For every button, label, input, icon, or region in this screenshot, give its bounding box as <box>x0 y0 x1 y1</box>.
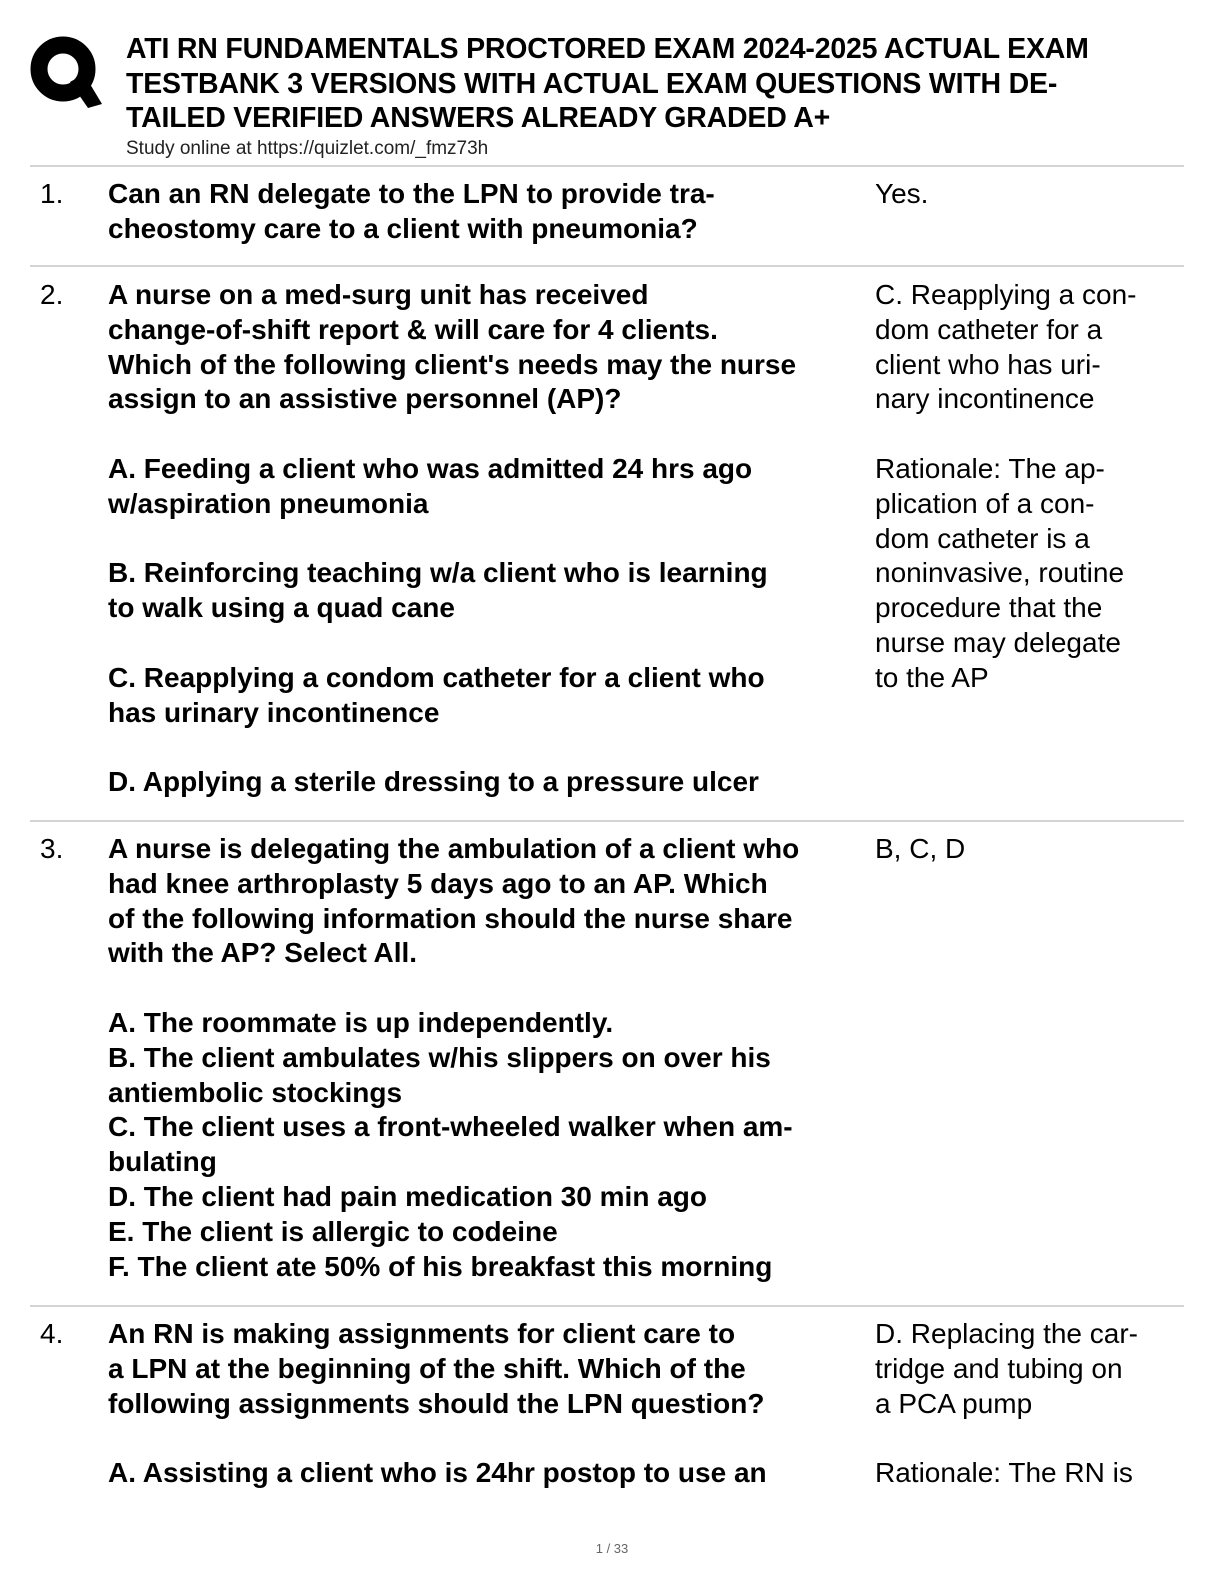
answer-text <box>875 1317 1175 1491</box>
answer-line: nary incontinence <box>875 383 1095 415</box>
answer-line: tridge and tubing on <box>875 1352 1123 1384</box>
question-line: following assignments should the LPN question? <box>108 1387 765 1419</box>
rationale-line: dom catheter is a <box>875 522 1090 554</box>
question-text <box>108 177 868 247</box>
document-header <box>126 32 1211 160</box>
question-line: A nurse on a med-surg unit has received <box>108 279 649 310</box>
rationale-line: to the AP <box>875 661 989 693</box>
question-line: assign to an assistive personnel (AP)? <box>108 383 622 415</box>
answer-line: Yes. <box>875 178 929 209</box>
title-line: ATI RN FUNDAMENTALS PROCTORED EXAM 2024-2025 ACTUAL EXAM <box>126 33 1089 65</box>
divider <box>30 165 1184 167</box>
rationale-line: plication of a con- <box>875 487 1095 519</box>
rationale-line: nurse may delegate <box>875 626 1121 658</box>
option-line: F. The client ate 50% of his breakfast this morning <box>108 1250 773 1282</box>
question-line: had knee arthroplasty 5 days ago to an AP. Which <box>108 867 768 899</box>
answer-line: a PCA pump <box>875 1387 1033 1419</box>
question-text <box>108 1317 868 1491</box>
option-line: D. Applying a sterile dressing to a pressure ulcer <box>108 766 759 798</box>
option-line: C. The client uses a front-wheeled walker when am- <box>108 1111 793 1143</box>
question-line: An RN is making assignments for client care to <box>108 1318 736 1349</box>
question-line: Which of the following client's needs may the nurse <box>108 348 797 380</box>
answer-text <box>875 177 1175 212</box>
option-line: E. The client is allergic to codeine <box>108 1215 558 1247</box>
rationale-line: noninvasive, routine <box>875 557 1125 589</box>
answer-text <box>875 278 1175 696</box>
answer-line: D. Replacing the car- <box>875 1318 1139 1349</box>
question-number: 2. <box>40 279 64 310</box>
answer-text <box>875 832 1175 867</box>
answer-line: dom catheter for a <box>875 313 1103 345</box>
rationale-line: Rationale: The ap- <box>875 452 1105 484</box>
divider <box>30 265 1184 267</box>
question-line: of the following information should the nurse share <box>108 902 793 934</box>
option-line: B. Reinforcing teaching w/a client who is learning <box>108 557 768 589</box>
option-line: has urinary incontinence <box>108 696 440 728</box>
rationale-line: Rationale: The RN is <box>875 1457 1133 1489</box>
quizlet-logo-icon <box>28 34 102 108</box>
rationale-line: procedure that the <box>875 592 1103 624</box>
title-line: TAILED VERIFIED ANSWERS ALREADY GRADED A+ <box>126 102 831 134</box>
divider <box>30 820 1184 822</box>
question-number: 4. <box>40 1318 64 1349</box>
question-text <box>108 832 868 1284</box>
option-line: C. Reapplying a condom catheter for a client who <box>108 661 765 693</box>
question-number: 3. <box>40 833 64 864</box>
question-line: a LPN at the beginning of the shift. Which of the <box>108 1352 746 1384</box>
option-line: A. The roommate is up independently. <box>108 1006 614 1038</box>
option-line: D. The client had pain medication 30 min ago <box>108 1180 707 1212</box>
question-line: with the AP? Select All. <box>108 937 418 969</box>
answer-line: C. Reapplying a con- <box>875 279 1137 310</box>
divider <box>30 1305 1184 1307</box>
study-link[interactable]: Study online at https://quizlet.com/_fmz73h <box>126 137 489 159</box>
question-line: Can an RN delegate to the LPN to provide tra- <box>108 178 715 209</box>
option-line: to walk using a quad cane <box>108 592 455 624</box>
option-line: bulating <box>108 1146 217 1178</box>
page-number: 1 / 33 <box>595 1541 629 1556</box>
question-line: cheostomy care to a client with pneumonia? <box>108 212 698 244</box>
question-line: change-of-shift report & will care for 4 clients. <box>108 313 718 345</box>
answer-line: B, C, D <box>875 833 966 864</box>
question-text <box>108 278 868 800</box>
option-line: B. The client ambulates w/his slippers on over his <box>108 1041 771 1073</box>
option-line: A. Assisting a client who is 24hr postop to use an <box>108 1457 767 1489</box>
option-line: w/aspiration pneumonia <box>108 487 429 519</box>
title-line: TESTBANK 3 VERSIONS WITH ACTUAL EXAM QUESTIONS WITH DE- <box>126 67 1058 100</box>
question-number: 1. <box>40 178 64 209</box>
answer-line: client who has uri- <box>875 348 1101 380</box>
document-title <box>126 32 1211 136</box>
question-line: A nurse is delegating the ambulation of a client who <box>108 833 800 864</box>
option-line: A. Feeding a client who was admitted 24 hrs ago <box>108 452 753 484</box>
option-line: antiembolic stockings <box>108 1076 403 1108</box>
